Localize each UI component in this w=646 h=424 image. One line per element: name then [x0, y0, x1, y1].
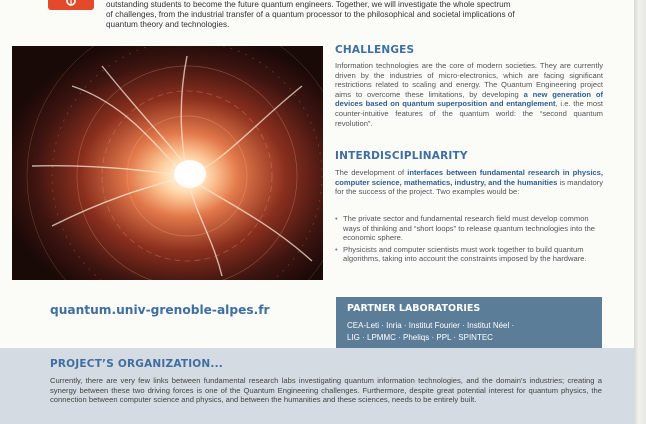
interdisciplinarity-list [335, 214, 603, 266]
page-edge [634, 0, 646, 424]
list-item: • The private sector and fundamental research field must develop common ways of thinking and “short loops” to release quantum technologies into the economic sphere. [335, 214, 603, 243]
list-item: • Physicists and computer scientists must work together to build quantum algorithms, taking into account the constraints imposed by the hardware. [335, 245, 603, 264]
organization-title: PROJECT’S ORGANIZATION... [50, 358, 223, 370]
university-logo [48, 0, 94, 10]
organization-text: Currently, there are very few links between fundamental research labs investigating quantum information technologies, and the domain’s industries; creating a synergy between these two driving forces is one of the Quantum Engineering challenges. Furthermore, despite great potential interest for quantum physics, the connection between computer science and physics, and between the humanities and these sciences, needs to be entirely built. [50, 376, 602, 405]
challenges-text: Information technologies are the core of modern societies. They are currently driven by the industries of micro-electronics, which are facing significant restrictions related to scaling and energy. The Quantum Engineering project aims to overcome these limitations, by developing a new generation of devices based on quantum superposition and entanglement, i.e. the most counter-intuitive features of the quantum world: the “second quantum revolution”. [335, 61, 603, 128]
partner-list: CEA-Leti · Inria · Institut Fourier · Institut Néel · LIG · LPMMC · Pheliqs · PPL · SPINTEC [347, 321, 515, 342]
challenges-title: CHALLENGES [335, 44, 415, 56]
partner-title: PARTNER LABORATORIES [347, 303, 481, 314]
logo-glyph-icon [62, 0, 80, 8]
project-url-link[interactable]: quantum.univ-grenoble-alpes.fr [50, 303, 270, 317]
organization-panel [0, 348, 634, 424]
intro-paragraph: outstanding students to become the future quantum engineers. Together, we will investigate the whole spectrum of challenges, from the industrial transfer of a quantum processor to the philosophical and societal implications of quantum theory and technologies. [106, 0, 515, 29]
quantum-hero-image [12, 46, 323, 280]
interdisciplinarity-title: INTERDISCIPLINARITY [335, 150, 468, 162]
interdisciplinarity-text: The development of interfaces between fundamental research in physics, computer science, mathematics, industry, and the humanities is mandatory for the success of the project. Two examples would be: [335, 168, 603, 197]
